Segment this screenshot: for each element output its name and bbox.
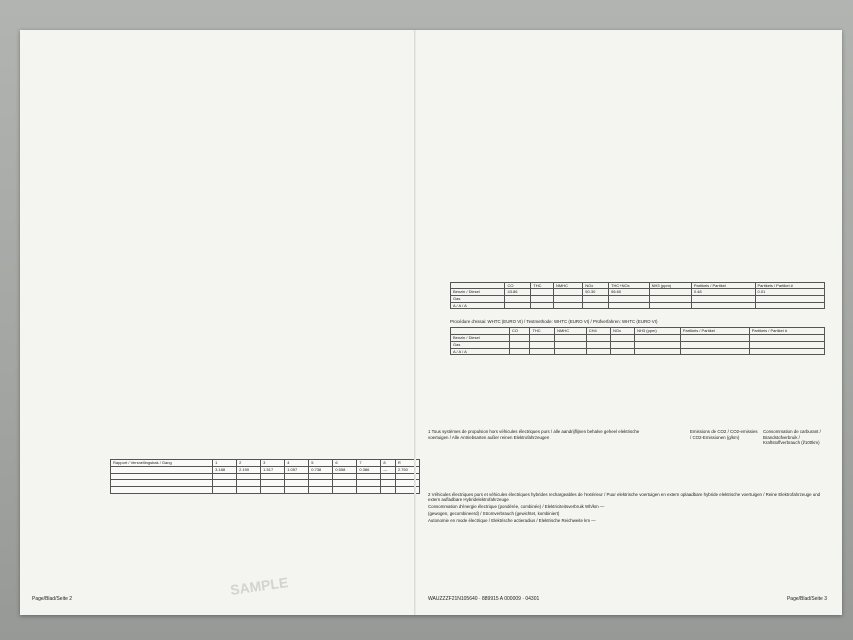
table-cell bbox=[509, 335, 529, 342]
gear-cell bbox=[285, 473, 309, 480]
table-header: Partikels / Partikel # bbox=[755, 282, 825, 289]
table-cell bbox=[680, 348, 749, 355]
table-cell bbox=[530, 341, 555, 348]
gear-cell bbox=[261, 480, 285, 487]
table-cell bbox=[649, 302, 691, 309]
table-cell bbox=[586, 341, 610, 348]
gear-ratio: 1.517 bbox=[261, 467, 285, 474]
table-cell bbox=[555, 348, 587, 355]
table-cell bbox=[505, 296, 531, 303]
table-cell bbox=[554, 302, 583, 309]
footnote-1: 1 Tous systèmes de propulsion hors véhicules électriques purs / alle aandrijflijnen behalve geheel elektrische voertuigen / Alle Antriebsarten außer reinen Elektrofahrzeugen bbox=[428, 428, 640, 440]
table-cell bbox=[749, 341, 824, 348]
table-cell bbox=[649, 289, 691, 296]
fuel-header: Consommation de carburant / Brandstofverbruik / Kraftstoffverbrauch (l/100km) bbox=[763, 428, 821, 446]
table-header: THC bbox=[531, 282, 554, 289]
table-cell: 0.01 bbox=[755, 289, 825, 296]
table-cell bbox=[749, 348, 824, 355]
gear-col: 3 bbox=[261, 460, 285, 467]
footnote: (gewogen, gecombineerd) / Stromverbrauch (gewichtet, kombiniert) bbox=[428, 510, 560, 516]
table-header: CO bbox=[509, 328, 529, 335]
table-header: Partikels / Partikel # bbox=[749, 328, 824, 335]
table-cell bbox=[635, 335, 681, 342]
gear-cell bbox=[357, 486, 381, 493]
gear-cell bbox=[261, 473, 285, 480]
gear-ratio: 0.558 bbox=[333, 467, 357, 474]
emissions-table bbox=[450, 327, 825, 355]
document-sheet bbox=[20, 30, 842, 615]
table-cell bbox=[586, 348, 610, 355]
page-fold bbox=[414, 30, 416, 615]
gear-cell bbox=[357, 480, 381, 487]
table-cell: A / A / A bbox=[451, 348, 510, 355]
table-cell bbox=[583, 296, 609, 303]
gear-cell bbox=[309, 486, 333, 493]
footnote: Consommation d'énergie électrique (pondérée, combinée) / Elektriciteitsverbruik Wh/km — bbox=[428, 503, 605, 509]
table-header: THC bbox=[530, 328, 555, 335]
table-header: THC+NOx bbox=[609, 282, 650, 289]
vin-line: WAUZZZF21N105640 · 889915 A 000009 · 04301 bbox=[428, 596, 540, 603]
table-cell: 43.86 bbox=[505, 289, 531, 296]
gear-col: 1 bbox=[213, 460, 237, 467]
gear-col: 5 bbox=[309, 460, 333, 467]
gear-col: 4 bbox=[285, 460, 309, 467]
gear-header: Rapport / Versnellingsbak / Gang bbox=[111, 460, 213, 467]
table-cell bbox=[555, 335, 587, 342]
table-cell bbox=[755, 302, 825, 309]
table-header: NMHC bbox=[554, 282, 583, 289]
page-footer-right: Page/Blad/Seite 3 bbox=[786, 596, 827, 603]
table-cell bbox=[505, 302, 531, 309]
gear-ratio: 2.190 bbox=[237, 467, 261, 474]
gear-cell bbox=[333, 480, 357, 487]
table-cell bbox=[509, 348, 529, 355]
gear-ratio: 3.188 bbox=[213, 467, 237, 474]
gear-col: 8 bbox=[381, 460, 395, 467]
table-header bbox=[451, 282, 505, 289]
gear-ratio: 0.386 bbox=[357, 467, 381, 474]
table-header: CH4 bbox=[586, 328, 610, 335]
emissions-table bbox=[450, 282, 825, 310]
gear-cell bbox=[333, 486, 357, 493]
table-cell: 50.30 bbox=[583, 289, 609, 296]
table-cell: 56.60 bbox=[609, 289, 650, 296]
table-cell bbox=[583, 302, 609, 309]
footnote: 2 Véhicules électriques purs et véhicules électriques hybrides rechargeables de l'extérieur / Puur elektrische voertuigen en extern oplaadbare hybride elektrische voertuigen / Reine Elektrofahrzeuge und extern aufladbare Hybridelektrofahrzeuge bbox=[428, 491, 821, 503]
gear-cell bbox=[213, 486, 237, 493]
gear-cell bbox=[309, 480, 333, 487]
table-cell: Benzin / Diesel bbox=[451, 289, 505, 296]
table-cell bbox=[530, 348, 555, 355]
gear-cell bbox=[261, 486, 285, 493]
table-cell bbox=[680, 335, 749, 342]
table-cell bbox=[530, 335, 555, 342]
table-cell: 0.48 bbox=[691, 289, 755, 296]
gear-col: 2 bbox=[237, 460, 261, 467]
gear-ratio: 2.750 bbox=[395, 467, 419, 474]
table-header: NH3 (ppm) bbox=[635, 328, 681, 335]
table-cell bbox=[691, 296, 755, 303]
table-cell bbox=[691, 302, 755, 309]
table-cell bbox=[755, 296, 825, 303]
table-header: NOx bbox=[583, 282, 609, 289]
gear-cell bbox=[309, 473, 333, 480]
footnote: Autonomie en mode électrique / Elektrische actieradius / Elektrische Reichweite km — bbox=[428, 517, 596, 523]
gear-cell bbox=[111, 473, 213, 480]
table-cell bbox=[609, 302, 650, 309]
gear-cell bbox=[381, 473, 395, 480]
table-header: CO bbox=[505, 282, 531, 289]
table-cell bbox=[531, 289, 554, 296]
table-cell: Gas bbox=[451, 341, 510, 348]
gear-col: R bbox=[395, 460, 419, 467]
table-cell bbox=[680, 341, 749, 348]
gear-cell bbox=[381, 486, 395, 493]
faded-stamp: SAMPLE bbox=[229, 574, 290, 598]
table-header: NH3 (ppm) bbox=[649, 282, 691, 289]
gear-cell bbox=[285, 480, 309, 487]
page-footer-left: Page/Blad/Seite 2 bbox=[32, 596, 73, 603]
table-header: Partikels / Partikel bbox=[691, 282, 755, 289]
gear-ratio: 0.738 bbox=[309, 467, 333, 474]
table-cell: Gas bbox=[451, 296, 505, 303]
table-cell bbox=[531, 302, 554, 309]
table-cell bbox=[555, 341, 587, 348]
gear-col: 7 bbox=[357, 460, 381, 467]
table-cell bbox=[610, 335, 634, 342]
gear-cell bbox=[111, 486, 213, 493]
table-header: NMHC bbox=[555, 328, 587, 335]
table-header: NOx bbox=[610, 328, 634, 335]
table-header bbox=[451, 328, 510, 335]
gear-table bbox=[110, 459, 420, 493]
gear-cell bbox=[333, 473, 357, 480]
table-cell: A / A / A bbox=[451, 302, 505, 309]
table-cell bbox=[610, 348, 634, 355]
gear-ratio: — bbox=[381, 467, 395, 474]
page-2 bbox=[32, 30, 422, 615]
procedure-label: Procédure d'essai: WHTC (EURO VI) / Testmethode: WHTC (EURO VI) / Prüfverfahren: WHTC (EURO VI) bbox=[450, 319, 658, 325]
gear-ratio: 1.057 bbox=[285, 467, 309, 474]
gear-cell bbox=[111, 480, 213, 487]
table-cell bbox=[649, 296, 691, 303]
gear-row-label bbox=[111, 467, 213, 474]
gear-col: 6 bbox=[333, 460, 357, 467]
table-cell bbox=[554, 296, 583, 303]
table-cell bbox=[531, 296, 554, 303]
table-cell bbox=[609, 296, 650, 303]
gear-cell bbox=[285, 486, 309, 493]
gear-cell bbox=[213, 473, 237, 480]
gear-cell bbox=[237, 486, 261, 493]
gear-cell bbox=[213, 480, 237, 487]
table-cell bbox=[610, 341, 634, 348]
table-cell bbox=[509, 341, 529, 348]
table-cell bbox=[554, 289, 583, 296]
gear-cell bbox=[237, 473, 261, 480]
table-cell bbox=[749, 335, 824, 342]
co2-header: Emissions de CO2 / CO2-emissies / CO2-Emissionen (g/km) bbox=[690, 428, 758, 440]
table-header: Partikels / Partikel bbox=[680, 328, 749, 335]
gear-cell bbox=[237, 480, 261, 487]
table-cell bbox=[635, 341, 681, 348]
table-cell bbox=[586, 335, 610, 342]
gear-cell bbox=[357, 473, 381, 480]
table-cell bbox=[635, 348, 681, 355]
gear-cell bbox=[381, 480, 395, 487]
table-cell: Benzin / Diesel bbox=[451, 335, 510, 342]
page-3 bbox=[428, 30, 833, 615]
